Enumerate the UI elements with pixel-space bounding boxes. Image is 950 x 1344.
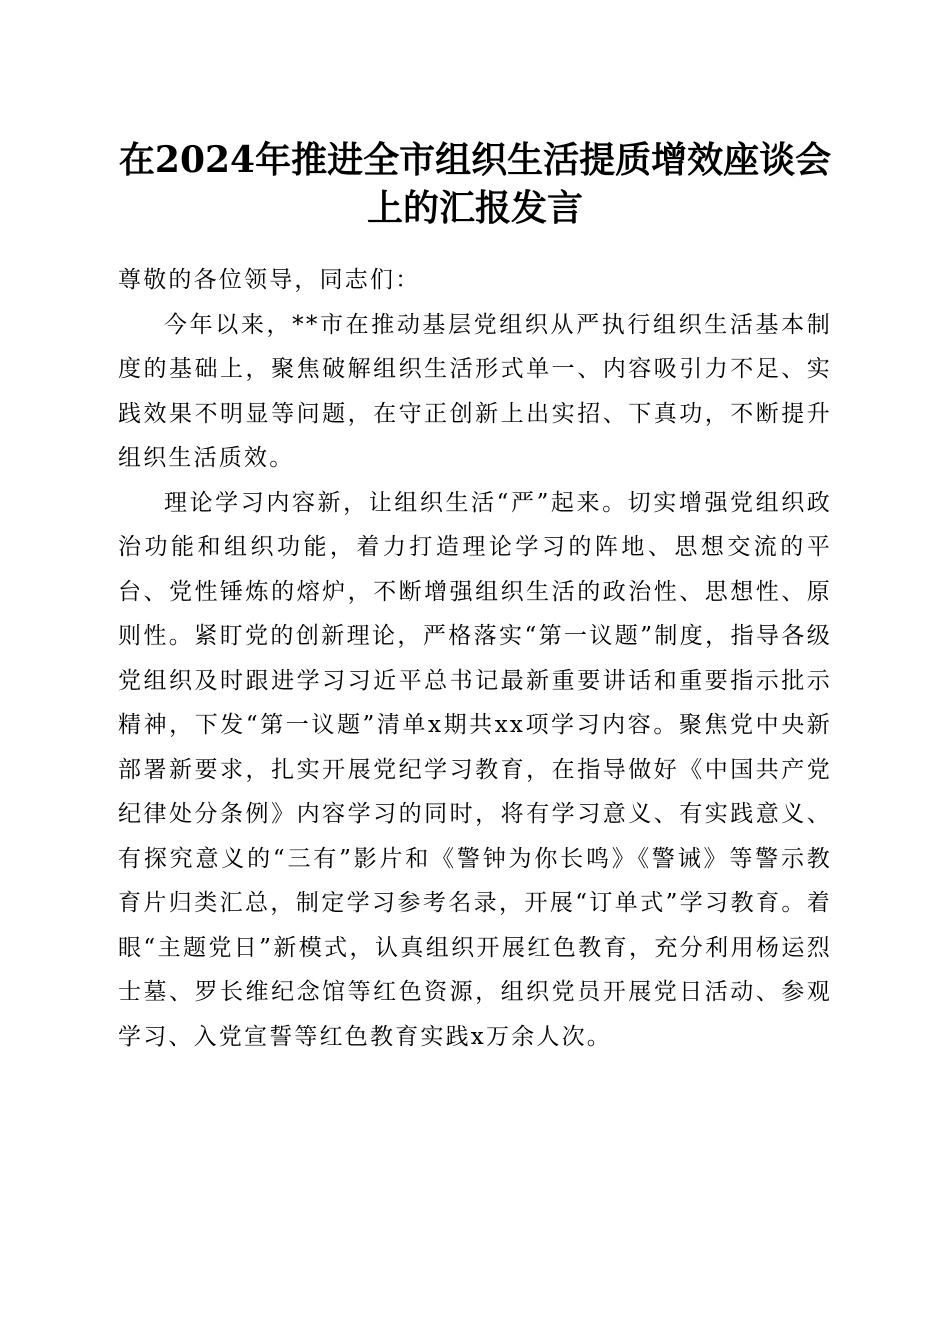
document-body bbox=[118, 258, 832, 1059]
title-line-2: 上的汇报发言 bbox=[366, 187, 583, 229]
paragraph-theory-study: 理论学习内容新，让组织生活“严”起来。切实增强党组织政治功能和组织功能，着力打造理论学习的阵地、思想交流的平台、党性锤炼的熔炉，不断增强组织生活的政治性、思想性、原则性。紧盯党的创新理论，严格落实“第一议题”制度，指导各级党组织及时跟进学习习近平总书记最新重要讲话和重要指示批示精神，下发“第一议题”清单x期共xx项学习内容。聚焦党中央新部署新要求，扎实开展党纪学习教育，在指导做好《中国共产党纪律处分条例》内容学习的同时，将有学习意义、有实践意义、有探究意义的“三有”影片和《警钟为你长鸣》《警诫》等警示教育片归类汇总，制定学习参考名录，开展“订单式”学习教育。着眼“主题党日”新模式，认真组织开展红色教育，充分利用杨运烈士墓、罗长维纪念馆等红色资源，组织党员开展党日活动、参观学习、入党宣誓等红色教育实践x万余人次。 bbox=[118, 489, 832, 1050]
paragraph-intro: 今年以来，**市在推动基层党组织从严执行组织生活基本制度的基础上，聚焦破解组织生活形式单一、内容吸引力不足、实践效果不明显等问题，在守正创新上出实招、下真功，不断提升组织生活质效。 bbox=[118, 311, 832, 471]
title-line-1: 在2024年推进全市组织生活提质增效座谈会 bbox=[118, 139, 832, 181]
document-title bbox=[100, 136, 850, 232]
salutation: 尊敬的各位领导，同志们： bbox=[118, 267, 421, 293]
